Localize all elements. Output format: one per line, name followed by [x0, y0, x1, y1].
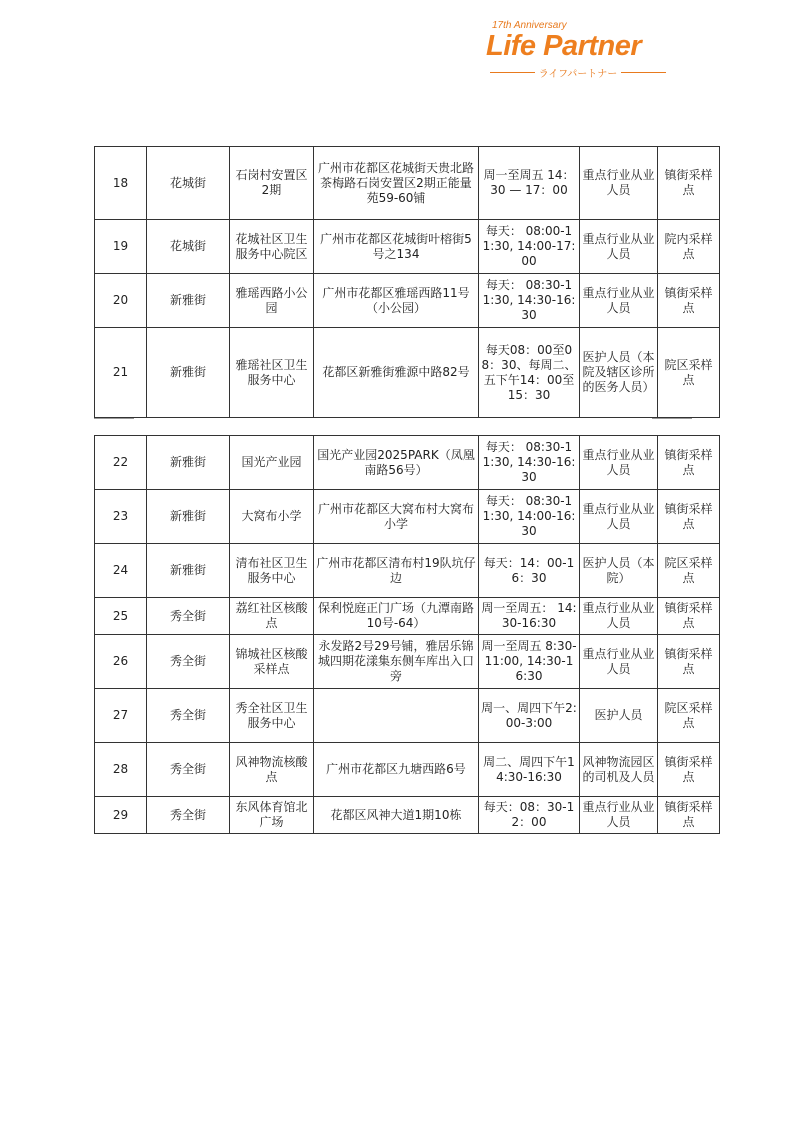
cell-no: 19 [95, 220, 147, 274]
cell-site: 荔红社区核酸点 [230, 598, 314, 635]
cell-no: 20 [95, 274, 147, 328]
cell-site: 风神物流核酸点 [230, 743, 314, 797]
cell-time: 周一至周五 8:30-11:00, 14:30-16:30 [479, 635, 580, 689]
table-row [95, 490, 720, 544]
table-row [95, 544, 720, 598]
table-row [95, 797, 720, 834]
logo-anniversary-text: 17th Anniversary [492, 20, 567, 31]
cell-time: 每天： 08:30-11:30, 14:30-16:30 [479, 274, 580, 328]
cell-type: 镇街采样点 [658, 635, 720, 689]
table-row [95, 743, 720, 797]
cell-group: 重点行业从业人员 [580, 220, 658, 274]
cell-street: 秀全街 [147, 797, 230, 834]
cell-site: 清布社区卫生服务中心 [230, 544, 314, 598]
cell-address: 广州市花都区花城街叶榕街5号之134 [314, 220, 479, 274]
cell-site: 秀全社区卫生服务中心 [230, 689, 314, 743]
cell-street: 新雅街 [147, 436, 230, 490]
cell-street: 秀全街 [147, 743, 230, 797]
cell-street: 花城街 [147, 147, 230, 220]
cell-group: 重点行业从业人员 [580, 797, 658, 834]
cell-group: 重点行业从业人员 [580, 635, 658, 689]
cell-type: 镇街采样点 [658, 436, 720, 490]
cell-group: 重点行业从业人员 [580, 274, 658, 328]
cell-type: 镇街采样点 [658, 598, 720, 635]
cell-address: 国光产业园2025PARK（凤凰南路56号） [314, 436, 479, 490]
cell-group: 重点行业从业人员 [580, 490, 658, 544]
cell-no: 29 [95, 797, 147, 834]
cell-street: 新雅街 [147, 274, 230, 328]
cell-address: 保利悦庭正门广场（九潭南路10号-64） [314, 598, 479, 635]
cell-time: 每天：08：30-12：00 [479, 797, 580, 834]
cell-type: 院内采样点 [658, 220, 720, 274]
cell-street: 新雅街 [147, 544, 230, 598]
cell-time: 周二、周四下午14:30-16:30 [479, 743, 580, 797]
cell-address: 广州市花都区花城街天贵北路茶梅路石岗安置区2期正能量苑59-60铺 [314, 147, 479, 220]
cell-site: 雅瑶社区卫生服务中心 [230, 328, 314, 418]
cell-no: 26 [95, 635, 147, 689]
table-row [95, 598, 720, 635]
page-break-mark-right [652, 418, 692, 419]
cell-type: 院区采样点 [658, 328, 720, 418]
cell-no: 27 [95, 689, 147, 743]
sampling-table-part-1 [94, 146, 720, 418]
cell-type: 镇街采样点 [658, 743, 720, 797]
cell-group: 医护人员 [580, 689, 658, 743]
sampling-table-part-2 [94, 435, 720, 834]
cell-no: 24 [95, 544, 147, 598]
logo-kana-line [490, 65, 666, 80]
cell-type: 院区采样点 [658, 689, 720, 743]
cell-site: 石岗村安置区2期 [230, 147, 314, 220]
cell-no: 23 [95, 490, 147, 544]
cell-group: 医护人员（本院及辖区诊所的医务人员） [580, 328, 658, 418]
cell-address: 广州市花都区大窝布村大窝布小学 [314, 490, 479, 544]
cell-site: 大窝布小学 [230, 490, 314, 544]
cell-type: 院区采样点 [658, 544, 720, 598]
cell-address: 永发路2号29号铺，雅居乐锦城四期花漾集东侧车库出入口旁 [314, 635, 479, 689]
logo-brand-text: Life Partner [486, 30, 642, 62]
cell-no: 22 [95, 436, 147, 490]
cell-time: 每天： 08:30-11:30, 14:30-16:30 [479, 436, 580, 490]
cell-no: 21 [95, 328, 147, 418]
cell-group: 重点行业从业人员 [580, 598, 658, 635]
logo-rule-right [621, 72, 666, 73]
cell-address: 广州市花都区九塘西路6号 [314, 743, 479, 797]
cell-street: 秀全街 [147, 635, 230, 689]
table-row [95, 328, 720, 418]
cell-address: 广州市花都区清布村19队坑仔边 [314, 544, 479, 598]
cell-group: 风神物流园区的司机及人员 [580, 743, 658, 797]
cell-no: 28 [95, 743, 147, 797]
cell-site: 国光产业园 [230, 436, 314, 490]
cell-group: 重点行业从业人员 [580, 147, 658, 220]
cell-no: 18 [95, 147, 147, 220]
cell-group: 重点行业从业人员 [580, 436, 658, 490]
table-row [95, 220, 720, 274]
table-row [95, 689, 720, 743]
table-row [95, 147, 720, 220]
cell-street: 新雅街 [147, 328, 230, 418]
cell-type: 镇街采样点 [658, 274, 720, 328]
cell-time: 周一、周四下午2:00-3:00 [479, 689, 580, 743]
cell-time: 每天： 08:30-11:30, 14:00-16:30 [479, 490, 580, 544]
cell-time: 周一至周五 14：30 — 17：00 [479, 147, 580, 220]
logo-rule-left [490, 72, 535, 73]
cell-address: 花都区风神大道1期10栋 [314, 797, 479, 834]
cell-time: 周一至周五： 14:30-16:30 [479, 598, 580, 635]
cell-type: 镇街采样点 [658, 797, 720, 834]
page-break-mark-left [94, 418, 134, 419]
table-row [95, 274, 720, 328]
cell-street: 秀全街 [147, 598, 230, 635]
cell-time: 每天：14：00-16：30 [479, 544, 580, 598]
cell-street: 新雅街 [147, 490, 230, 544]
logo-kana-text: ライフパートナー [538, 69, 618, 80]
cell-street: 秀全街 [147, 689, 230, 743]
cell-site: 雅瑶西路小公园 [230, 274, 314, 328]
table-row [95, 436, 720, 490]
cell-address: 花都区新雅街雅源中路82号 [314, 328, 479, 418]
cell-site: 花城社区卫生服务中心院区 [230, 220, 314, 274]
cell-site: 锦城社区核酸采样点 [230, 635, 314, 689]
cell-site: 东风体育馆北广场 [230, 797, 314, 834]
cell-address [314, 689, 479, 743]
cell-no: 25 [95, 598, 147, 635]
cell-address: 广州市花都区雅瑶西路11号（小公园） [314, 274, 479, 328]
cell-type: 镇街采样点 [658, 147, 720, 220]
cell-type: 镇街采样点 [658, 490, 720, 544]
cell-street: 花城街 [147, 220, 230, 274]
table-row [95, 635, 720, 689]
cell-time: 每天： 08:00-11:30, 14:00-17:00 [479, 220, 580, 274]
cell-group: 医护人员（本院） [580, 544, 658, 598]
company-logo [480, 20, 680, 80]
cell-time: 每天08：00至08：30、每周二、五下午14：00至15：30 [479, 328, 580, 418]
